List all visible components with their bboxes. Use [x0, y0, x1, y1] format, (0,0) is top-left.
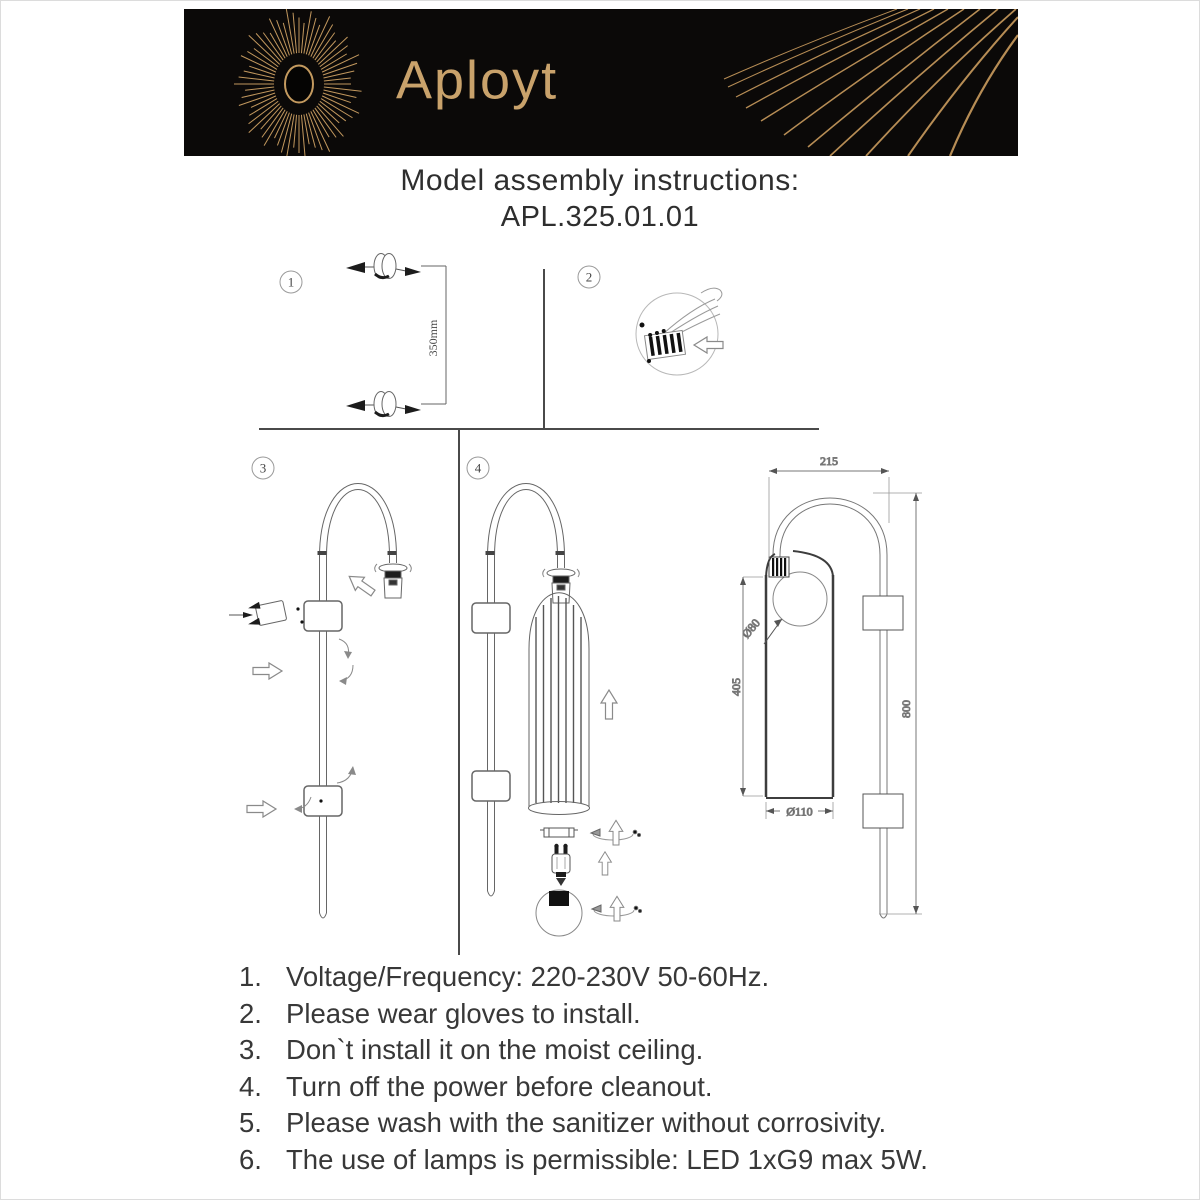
item-text: Please wear gloves to install. — [286, 997, 641, 1029]
page-title: Model assembly instructions: — [400, 164, 800, 197]
terminal-block — [644, 327, 686, 360]
dim-shade-length: 405 — [729, 678, 743, 696]
collar-ring — [540, 828, 578, 837]
step-1-drawing — [346, 254, 446, 417]
list-item — [239, 1142, 928, 1179]
step-badges — [252, 266, 600, 479]
dim-sphere-diameter: Ø80 — [738, 616, 763, 641]
item-number: 4. — [239, 1070, 262, 1102]
step-2-drawing — [636, 288, 723, 375]
instruction-list — [239, 959, 928, 1178]
assembly-diagram — [1, 241, 1200, 966]
step-1-number: 1 — [287, 274, 295, 290]
sunburst-logo-icon — [224, 9, 374, 156]
brand-name: Aployt — [396, 50, 559, 111]
socket-hatched — [769, 557, 789, 577]
model-number: APL.325.01.01 — [500, 201, 700, 233]
dim-shade-diameter: Ø110 — [786, 804, 813, 819]
list-item — [239, 959, 928, 996]
list-item — [239, 1105, 928, 1142]
step-4-drawing — [472, 484, 642, 937]
item-text: Turn off the power before cleanout. — [286, 1070, 713, 1102]
section-dividers — [259, 269, 819, 955]
g9-bulb — [552, 844, 570, 886]
item-text: Don`t install it on the moist ceiling. — [286, 1034, 704, 1065]
list-item — [239, 996, 928, 1033]
ray-decoration-icon — [598, 9, 1018, 156]
dim-top-width: 215 — [820, 454, 838, 468]
item-number: 5. — [239, 1107, 262, 1138]
dimensioned-drawing — [729, 454, 922, 918]
step-2-number: 2 — [585, 269, 593, 285]
title-block — [1, 164, 1199, 234]
dim-overall-height: 800 — [899, 700, 913, 718]
step-3-number: 3 — [259, 460, 267, 476]
sphere-shade — [536, 890, 582, 936]
item-text: Voltage/Frequency: 220-230V 50-60Hz. — [286, 961, 770, 992]
item-text: Please wash with the sanitizer without corrosivity. — [286, 1107, 887, 1138]
brand-banner — [184, 9, 1018, 156]
item-number: 2. — [239, 997, 262, 1029]
list-item — [239, 1069, 928, 1106]
dim-mount-spacing: 350mm — [426, 319, 440, 357]
list-item — [239, 1032, 928, 1069]
item-number: 1. — [239, 961, 262, 992]
item-number: 3. — [239, 1034, 262, 1065]
step-3-drawing — [229, 484, 411, 919]
step-4-number: 4 — [474, 460, 482, 476]
glass-shade — [529, 593, 590, 815]
item-number: 6. — [239, 1143, 262, 1175]
item-text: The use of lamps is permissible: LED 1xG9 max 5W. — [286, 1143, 928, 1175]
